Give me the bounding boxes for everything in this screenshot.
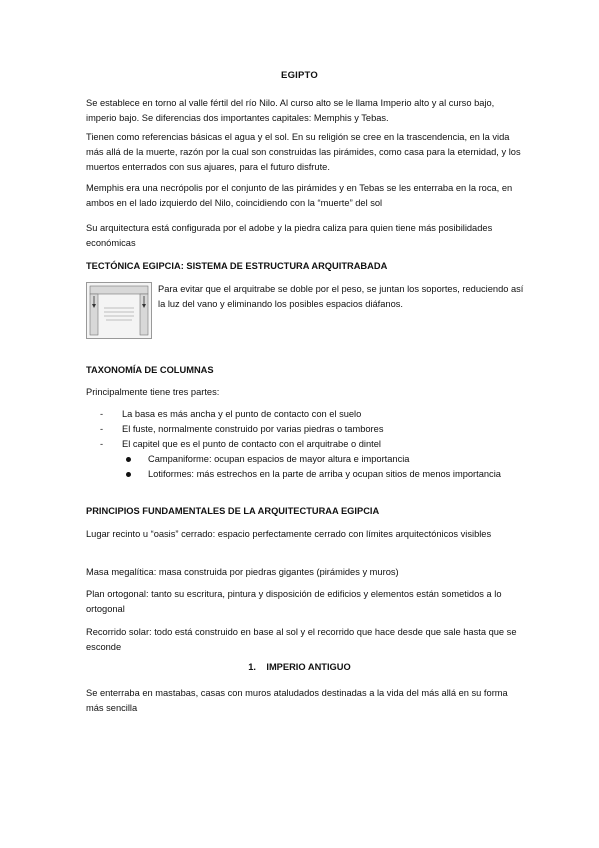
section-title: IMPERIO ANTIGUO xyxy=(266,662,351,672)
principios-paragraph-3: Plan ortogonal: tanto su escritura, pintura y disposición de edificios y elementos están sometidos a lo ortogonal xyxy=(86,589,502,614)
capital-types-list xyxy=(122,452,530,482)
bullet-icon xyxy=(126,457,131,462)
taxonomia-heading: TAXONOMÍA DE COLUMNAS xyxy=(86,365,214,375)
imperio-antiguo-heading xyxy=(0,662,599,672)
taxonomia-intro: Principalmente tiene tres partes: xyxy=(86,387,220,397)
bullet-icon xyxy=(126,472,131,477)
intro-paragraph-3: Memphis era una necrópolis por el conjunto de las pirámides y en Tebas se les enterraba en la roca, en ambos en el lado izquierdo del Nilo, coincidiendo con la “muerte” del sol xyxy=(86,183,513,208)
intro-paragraph-1: Se establece en torno al valle fértil del río Nilo. Al curso alto se le llama Imperio alto y al curso bajo, imperio bajo. Se diferencias dos importantes capitales: Memphis y Tebas. xyxy=(86,98,495,123)
intro-paragraph-4: Su arquitectura está configurada por el adobe y la piedra caliza para quien tiene más posibilidades económicas xyxy=(86,223,493,248)
section-number: 1. xyxy=(248,662,257,672)
list-item: - La basa es más ancha y el punto de contacto con el suelo xyxy=(100,409,362,419)
list-item: - El fuste, normalmente construido por varias piedras o tambores xyxy=(100,424,384,434)
page-title: EGIPTO xyxy=(281,70,318,81)
list-item: Lotiformes: más estrechos en la parte de arriba y ocupan sitios de menos importancia xyxy=(122,467,530,482)
list-item: - El capitel que es el punto de contacto con el arquitrabe o dintel Campaniforme: ocupan espacios de mayor altura e importancia Lotiformes: más estrechos en la parte de arriba y ocupan sitios de menos importancia xyxy=(100,437,530,482)
trabeated-system-diagram xyxy=(86,282,152,339)
tectonica-description: Para evitar que el arquitrabe se doble por el peso, se juntan los soportes, reduciendo así la luz del vano y eliminando los posibles espacios diáfanos. xyxy=(158,284,524,309)
principios-heading: PRINCIPIOS FUNDAMENTALES DE LA ARQUITECTURAA EGIPCIA xyxy=(86,506,380,516)
imperio-paragraph-1: Se enterraba en mastabas, casas con muros ataludados destinadas a la vida del más allá en su forma más sencilla xyxy=(86,688,508,713)
list-item: Campaniforme: ocupan espacios de mayor altura e importancia xyxy=(122,452,530,467)
tectonica-heading: TECTÓNICA EGIPCIA: SISTEMA DE ESTRUCTURA ARQUITRABADA xyxy=(86,261,388,271)
principios-paragraph-2: Masa megalítica: masa construida por piedras gigantes (pirámides y muros) xyxy=(86,567,399,577)
principios-paragraph-4: Recorrido solar: todo está construido en base al sol y el recorrido que hace desde que sale hasta que se esconde xyxy=(86,627,517,652)
intro-paragraph-2: Tienen como referencias básicas el agua y el sol. En su religión se cree en la trascendencia, en la vida más allá de la muerte, razón por la cual son construidas las pirámides, como casa para la eternidad, y los muertos enterrados con sus ajuares, para el futuro disfrute. xyxy=(86,132,521,172)
column-parts-list xyxy=(100,407,530,482)
principios-paragraph-1: Lugar recinto u “oasis” cerrado: espacio perfectamente cerrado con límites arquitectónicos visibles xyxy=(86,529,492,539)
